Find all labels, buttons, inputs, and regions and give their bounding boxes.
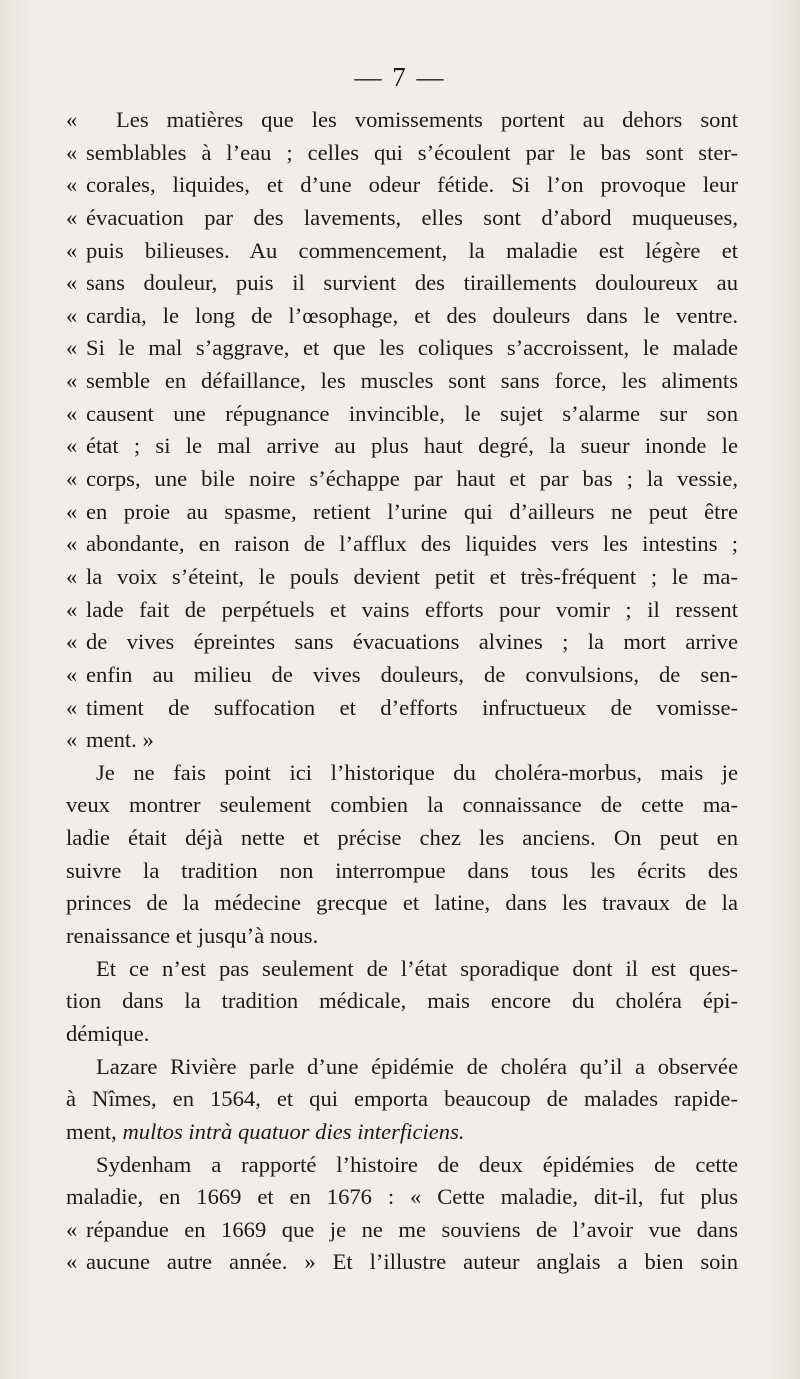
text-line (66, 920, 738, 953)
line-text: timent de suffocation et d’efforts infructueux de vomisse- (86, 694, 738, 720)
line-text: corales, liquides, et d’une odeur fétide. Si l’on provoque leur (86, 172, 738, 198)
line-text: Et ce n’est pas seulement de l’état sporadique dont il est ques- (96, 955, 738, 981)
text-line (66, 1181, 738, 1214)
quote-mark: « (66, 237, 78, 263)
text-line (66, 1246, 738, 1279)
text-line (66, 235, 738, 268)
line-text: renaissance et jusqu’à nous. (66, 923, 319, 949)
line-text: enfin au milieu de vives douleurs, de convulsions, de sen- (86, 661, 738, 687)
text-line (66, 528, 738, 561)
quote-mark: « (66, 694, 78, 720)
line-text: semble en défaillance, les muscles sont sans force, les aliments (86, 368, 738, 394)
text-line (66, 561, 738, 594)
line-text: répandue en 1669 que je ne me souviens de l’avoir vue dans (86, 1216, 738, 1242)
text-line (66, 724, 738, 757)
line-text: ladie était déjà nette et précise chez les anciens. On peut en (66, 825, 738, 851)
quote-mark: « (66, 727, 78, 753)
text-line (66, 1214, 738, 1247)
quote-mark: « (66, 1216, 78, 1242)
text-line (66, 626, 738, 659)
text-line (66, 1149, 738, 1182)
text-line (66, 267, 738, 300)
text-line (66, 365, 738, 398)
line-text: Lazare Rivière parle d’une épidémie de choléra qu’il a observée (96, 1053, 738, 1079)
line-text: Sydenham a rapporté l’histoire de deux épidémies de cette (96, 1151, 738, 1177)
text-line (66, 757, 738, 790)
line-text: Je ne fais point ici l’historique du choléra-morbus, mais je (96, 759, 738, 785)
body-text (66, 104, 738, 1279)
line-text: lade fait de perpétuels et vains efforts pour vomir ; il ressent (86, 596, 738, 622)
text-line (66, 887, 738, 920)
text-line (66, 137, 738, 170)
text-line (66, 822, 738, 855)
text-line (66, 332, 738, 365)
line-text: de vives épreintes sans évacuations alvines ; la mort arrive (86, 629, 738, 655)
text-line (66, 985, 738, 1018)
line-text: puis bilieuses. Au commencement, la maladie est légère et (86, 237, 738, 263)
text-line (66, 104, 738, 137)
line-text: sans douleur, puis il survient des tiraillements douloureux au (86, 270, 738, 296)
text-line (66, 1083, 738, 1116)
text-line (66, 463, 738, 496)
quote-mark: « (66, 1249, 78, 1275)
line-text: la voix s’éteint, le pouls devient petit et très-fréquent ; le ma- (86, 563, 738, 589)
text-line (66, 855, 738, 888)
line-text: en proie au spasme, retient l’urine qui d’ailleurs ne peut être (86, 498, 738, 524)
line-text: maladie, en 1669 et en 1676 : « Cette maladie, dit-il, fut plus (66, 1184, 738, 1210)
text-line (66, 789, 738, 822)
italic-latin-quote: multos intrà quatuor dies interficiens. (122, 1118, 465, 1144)
text-line (66, 953, 738, 986)
text-line (66, 1018, 738, 1051)
text-line (66, 430, 738, 463)
page-number: — 7 — (354, 62, 446, 92)
quote-mark: « (66, 139, 78, 165)
line-text: Les matières que les vomissements portent au dehors sont (116, 107, 738, 132)
quote-mark: « (66, 629, 78, 655)
line-text: évacuation par des lavements, elles sont d’abord muqueuses, (86, 204, 738, 230)
quote-mark: « (66, 302, 78, 328)
line-text: causent une répugnance invincible, le sujet s’alarme sur son (86, 400, 738, 426)
line-text: abondante, en raison de l’afflux des liquides vers les intestins ; (86, 531, 738, 557)
quote-mark: « (66, 466, 78, 492)
quote-mark: « (66, 335, 78, 361)
line-text: tion dans la tradition médicale, mais encore du choléra épi- (66, 988, 738, 1014)
quote-mark: « (66, 563, 78, 589)
line-text: ment, (66, 1118, 117, 1144)
text-line (66, 659, 738, 692)
text-line (66, 202, 738, 235)
text-line (66, 692, 738, 725)
line-text: cardia, le long de l’œsophage, et des douleurs dans le ventre. (86, 302, 738, 328)
line-text: aucune autre année. » Et l’illustre auteur anglais a bien soin (86, 1249, 738, 1275)
quote-mark: « (66, 172, 78, 198)
text-line (66, 594, 738, 627)
text-line (66, 300, 738, 333)
text-line (66, 1051, 738, 1084)
line-text: veux montrer seulement combien la connaissance de cette ma- (66, 792, 738, 818)
line-text: ment. » (86, 727, 154, 753)
quote-mark: « (66, 368, 78, 394)
quote-mark: « (66, 270, 78, 296)
quote-mark: « (66, 107, 78, 132)
quote-mark: « (66, 531, 78, 557)
quote-mark: « (66, 596, 78, 622)
line-text: suivre la tradition non interrompue dans tous les écrits des (66, 857, 738, 883)
line-text: démique. (66, 1020, 150, 1046)
line-text: corps, une bile noire s’échappe par haut et par bas ; la vessie, (86, 466, 738, 492)
quote-mark: « (66, 661, 78, 687)
line-text: princes de la médecine grecque et latine, dans les travaux de la (66, 890, 738, 916)
quote-mark: « (66, 498, 78, 524)
quote-mark: « (66, 400, 78, 426)
quote-mark: « (66, 433, 78, 459)
quote-mark: « (66, 204, 78, 230)
text-line (66, 496, 738, 529)
text-line (66, 169, 738, 202)
text-line (66, 1116, 738, 1149)
text-line (66, 398, 738, 431)
line-text: à Nîmes, en 1564, et qui emporta beaucoup de malades rapide- (66, 1086, 738, 1112)
line-text: état ; si le mal arrive au plus haut degré, la sueur inonde le (86, 433, 738, 459)
line-text: Si le mal s’aggrave, et que les coliques s’accroissent, le malade (86, 335, 738, 361)
line-text: semblables à l’eau ; celles qui s’écoulent par le bas sont ster- (86, 139, 738, 165)
